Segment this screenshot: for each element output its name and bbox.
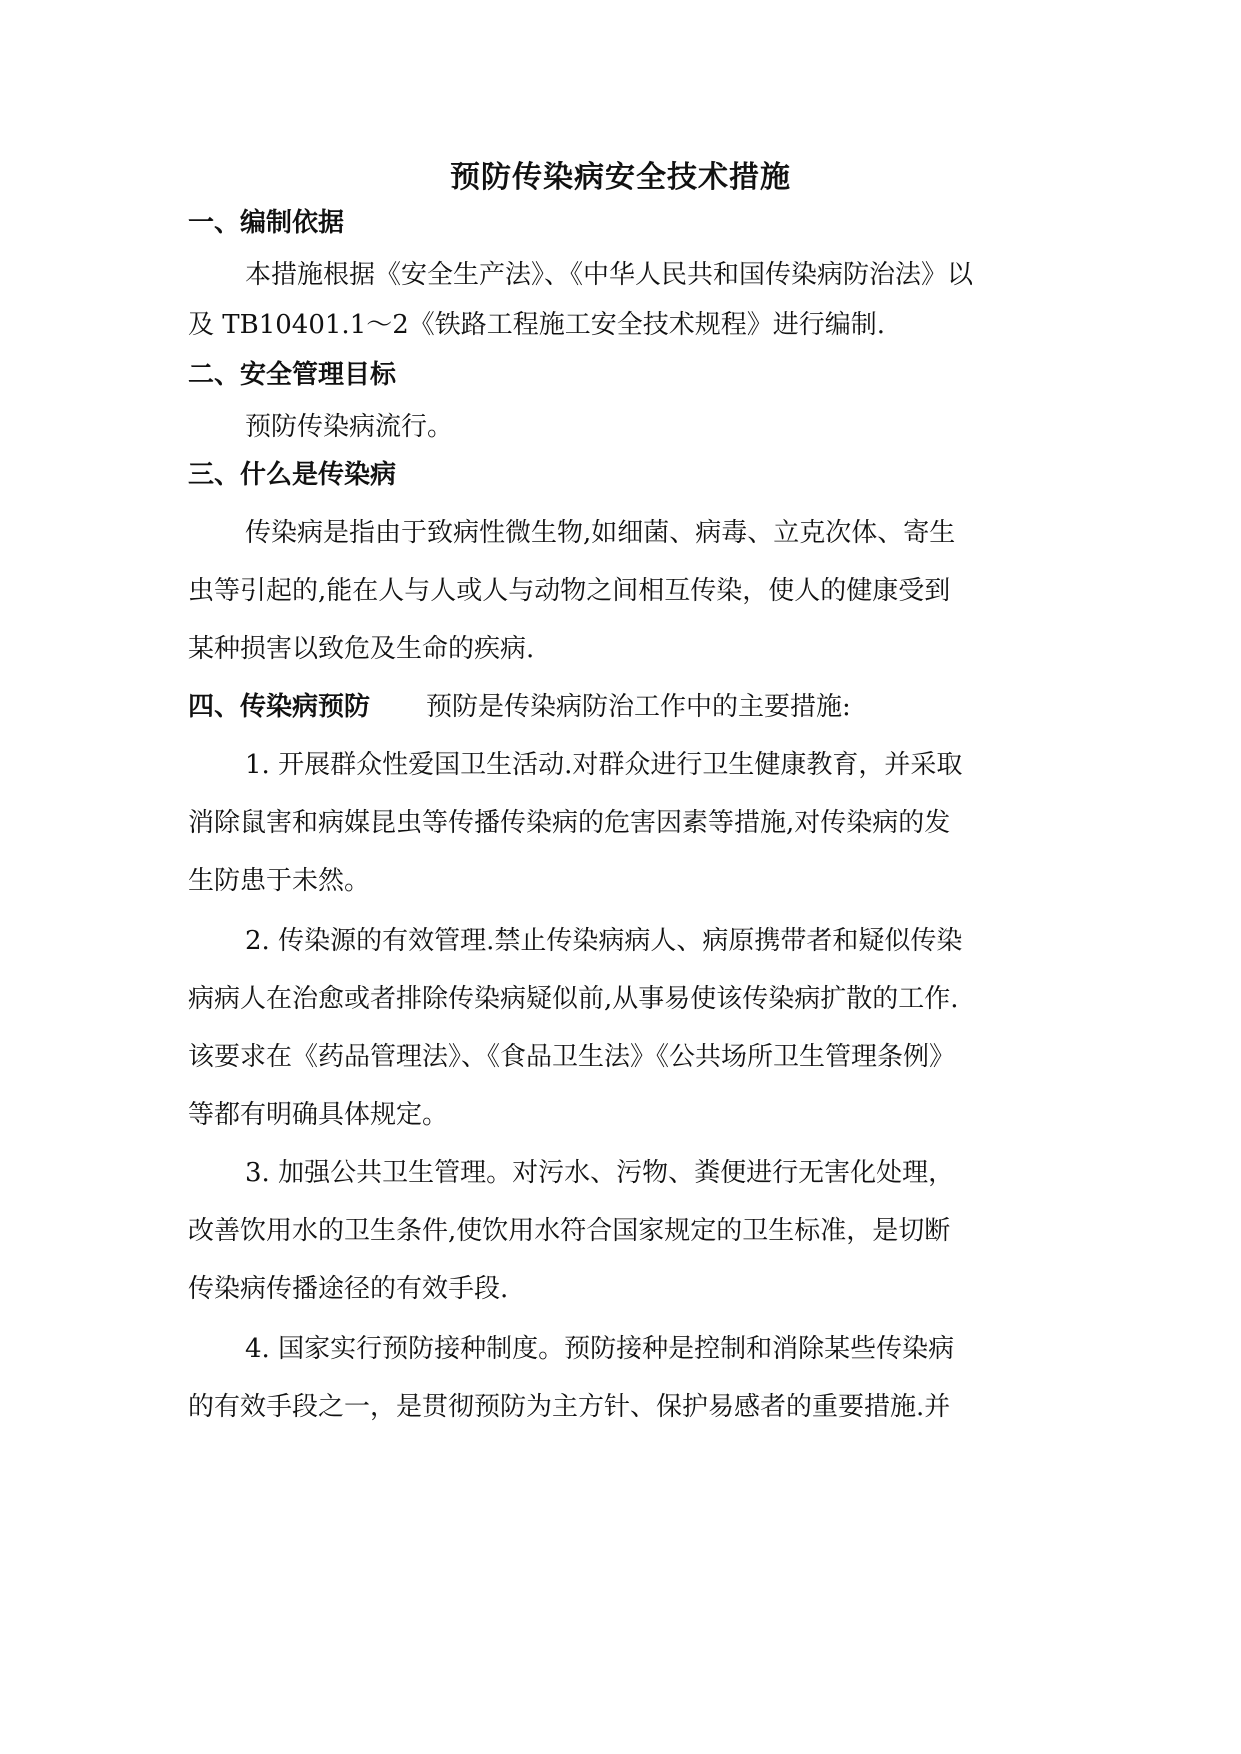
section-heading-goal: 二、安全管理目标 [188,360,397,390]
section-heading-basis: 一、编制依据 [188,208,345,238]
list-item-line: 病病人在治愈或者排除传染病疑似前,从事易使该传染病扩散的工作. [188,984,959,1014]
list-item-line: 3. 加强公共卫生管理。对污水、污物、粪便进行无害化处理， [245,1158,955,1188]
section-heading-prevention-row [188,689,1048,725]
paragraph-line: 及 TB10401.1～2《铁路工程施工安全技术规程》进行编制. [188,310,886,340]
section-heading-prevention: 四、传染病预防 [188,692,371,722]
section-intro: 预防是传染病防治工作中的主要措施: [426,692,851,722]
paragraph-line: 传染病是指由于致病性微生物,如细菌、病毒、立克次体、寄生 [245,518,956,548]
section-heading-definition: 三、什么是传染病 [188,460,397,490]
paragraph-line: 虫等引起的,能在人与人或人与动物之间相互传染，使人的健康受到 [188,576,951,606]
paragraph-line: 预防传染病流行。 [245,412,454,442]
paragraph-line: 本措施根据《安全生产法》、《中华人民共和国传染病防治法》以 [245,260,974,290]
list-item-line: 传染病传播途径的有效手段. [188,1274,509,1304]
list-item-line: 该要求在《药品管理法》、《食品卫生法》《公共场所卫生管理条例》 [188,1042,956,1072]
list-item-line: 改善饮用水的卫生条件,使饮用水符合国家规定的卫生标准，是切断 [188,1216,951,1246]
list-item-line: 4. 国家实行预防接种制度。预防接种是控制和消除某些传染病 [245,1334,955,1364]
list-item-line: 生防患于未然。 [188,866,371,896]
list-item-line: 的有效手段之一，是贯彻预防为主方针、保护易感者的重要措施.并 [188,1392,951,1422]
list-item-line: 2. 传染源的有效管理.禁止传染病病人、病原携带者和疑似传染 [245,926,963,956]
list-item-line: 等都有明确具体规定。 [188,1100,449,1130]
document-title: 预防传染病安全技术措施 [450,160,791,195]
paragraph-line: 某种损害以致危及生命的疾病. [188,634,535,664]
list-item-line: 1. 开展群众性爱国卫生活动.对群众进行卫生健康教育，并采取 [245,750,963,780]
list-item-line: 消除鼠害和病媒昆虫等传播传染病的危害因素等措施,对传染病的发 [188,808,951,838]
